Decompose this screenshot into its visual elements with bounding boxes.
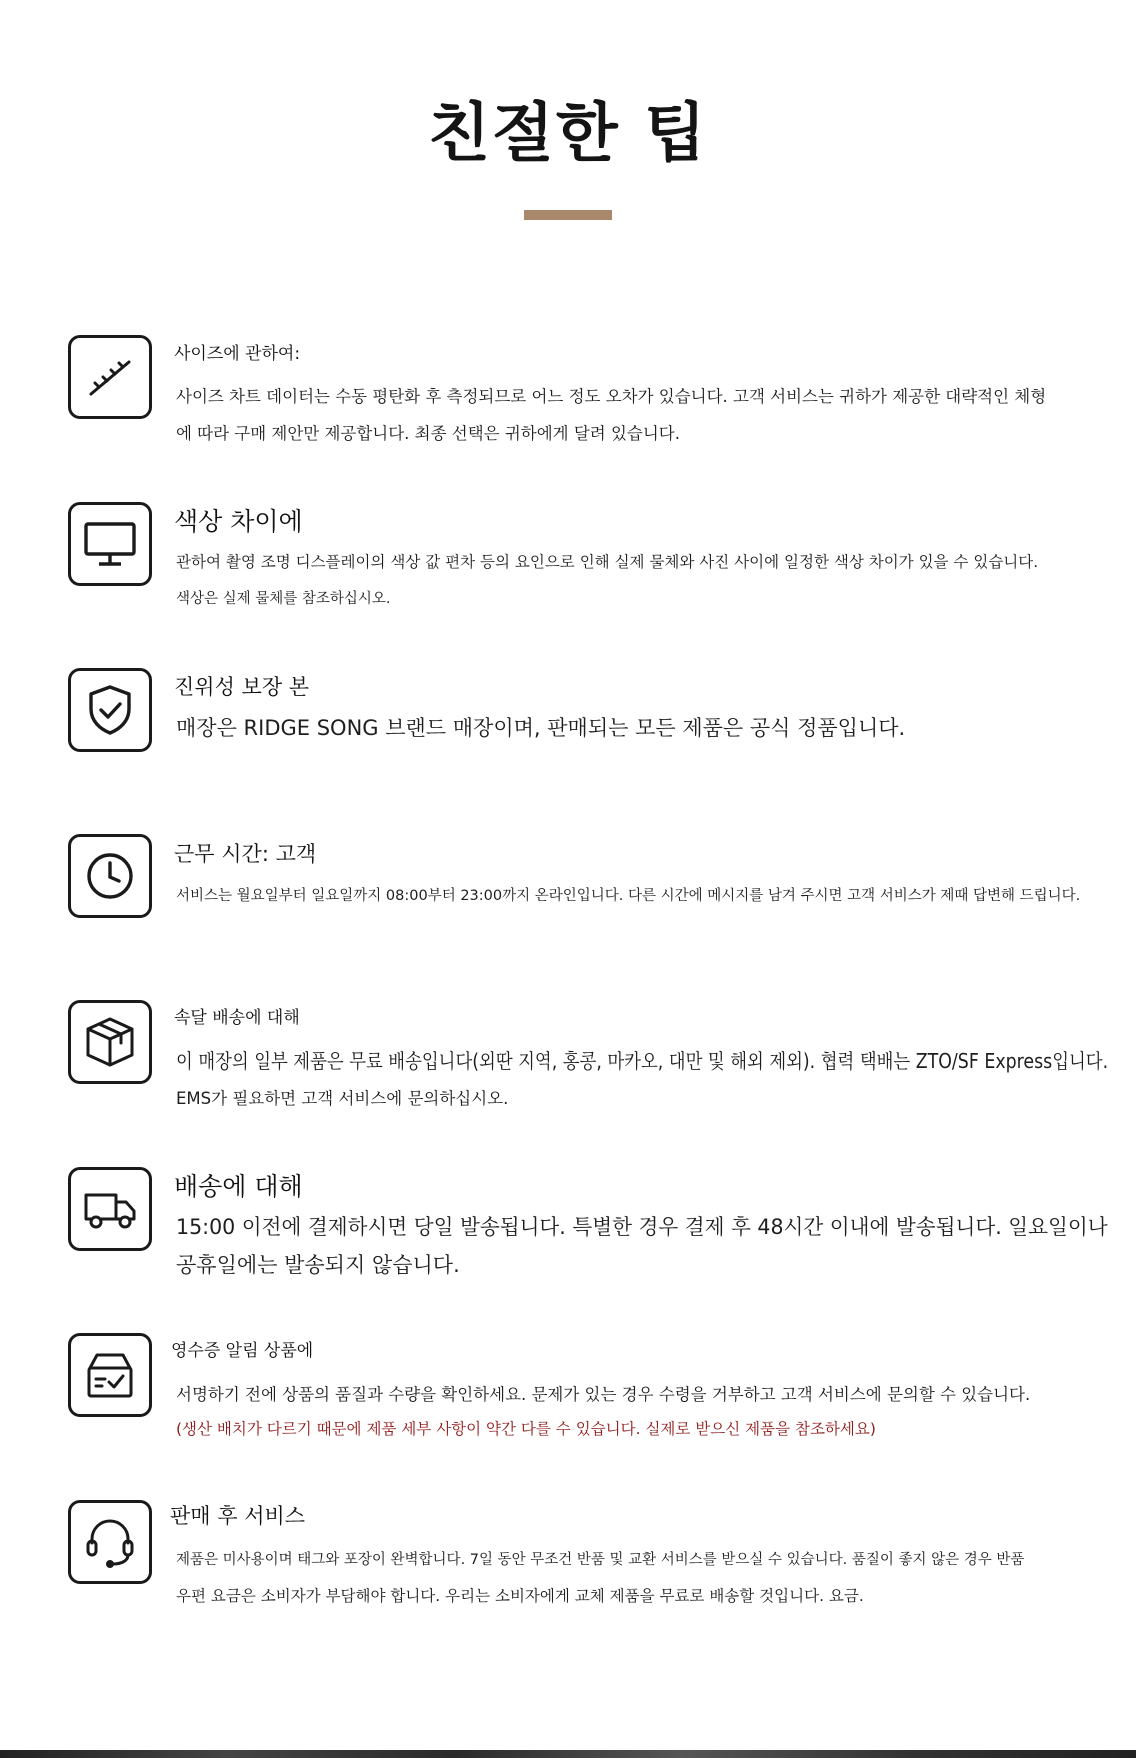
tip-heading: 속달 배송에 대해 <box>174 1008 300 1028</box>
tip-text-line: EMS가 필요하면 고객 서비스에 문의하십시오. <box>176 1089 509 1108</box>
tip-note: (생산 배치가 다르기 때문에 제품 세부 사항이 약간 다를 수 있습니다. 실제로 받으신 제품을 참조하세요) <box>176 1420 876 1438</box>
tip-text-line: 관하여 촬영 조명 디스플레이의 색상 값 편차 등의 요인으로 인해 실제 물체와 사진 사이에 일정한 색상 차이가 있을 수 있습니다. <box>176 553 1039 571</box>
truck-icon <box>68 1167 152 1251</box>
tip-text-line: 사이즈 차트 데이터는 수동 평탄화 후 측정되므로 어느 정도 오차가 있습니다. 고객 서비스는 귀하가 제공한 대략적인 체형 <box>176 387 1047 406</box>
tip-heading: 영수증 알림 상품에 <box>171 1341 314 1361</box>
tip-text-line: 공휴일에는 발송되지 않습니다. <box>176 1253 460 1277</box>
tip-text-line: 색상은 실제 물체를 참조하십시오. <box>176 591 391 607</box>
shield-check-icon <box>68 668 152 752</box>
tip-heading: 판매 후 서비스 <box>170 1504 306 1528</box>
tip-text-line: 15:00 이전에 결제하시면 당일 발송됩니다. 특별한 경우 결제 후 48시간 이내에 발송됩니다. 일요일이나 <box>176 1215 1108 1239</box>
package-icon <box>68 1000 152 1084</box>
monitor-icon <box>68 502 152 586</box>
tip-text-line: 우편 요금은 소비자가 부담해야 합니다. 우리는 소비자에게 교체 제품을 무료로 배송할 것입니다. 요금. <box>176 1587 864 1605</box>
tip-text-line: 매장은 RIDGE SONG 브랜드 매장이며, 판매되는 모든 제품은 공식 정품입니다. <box>176 716 906 740</box>
tip-text-line: 서비스는 월요일부터 일요일까지 08:00부터 23:00까지 온라인입니다. 다른 시간에 메시지를 남겨 주시면 고객 서비스가 제때 답변해 드립니다. <box>176 888 1081 904</box>
page-title: 친절한 팁 <box>428 97 708 171</box>
tip-text-line: 서명하기 전에 상품의 품질과 수량을 확인하세요. 문제가 있는 경우 수령을 거부하고 고객 서비스에 문의할 수 있습니다. <box>176 1385 1031 1404</box>
tip-text-line: 제품은 미사용이며 태그와 포장이 완벽합니다. 7일 동안 무조건 반품 및 교환 서비스를 받으실 수 있습니다. 품질이 좋지 않은 경우 반품 <box>176 1552 1025 1568</box>
bottom-image-edge <box>0 1750 1136 1758</box>
title-divider <box>524 210 612 220</box>
tip-text-line: 에 따라 구매 제안만 제공합니다. 최종 선택은 귀하에게 달려 있습니다. <box>176 424 680 443</box>
tip-heading: 사이즈에 관하여: <box>174 344 301 364</box>
box-check-icon <box>68 1333 152 1417</box>
tip-heading: 진위성 보장 본 <box>174 675 310 699</box>
headset-icon <box>68 1500 152 1584</box>
tip-heading: 배송에 대해 <box>174 1172 303 1201</box>
tip-heading: 근무 시간: 고객 <box>174 842 317 866</box>
tip-text-line: 이 매장의 일부 제품은 무료 배송입니다(외딴 지역, 홍콩, 마카오, 대만 및 해외 제외). 협력 택배는 ZTO/SF Express입니다. <box>176 1049 1109 1073</box>
ruler-icon <box>68 335 152 419</box>
tip-heading: 색상 차이에 <box>174 507 303 536</box>
clock-icon <box>68 834 152 918</box>
